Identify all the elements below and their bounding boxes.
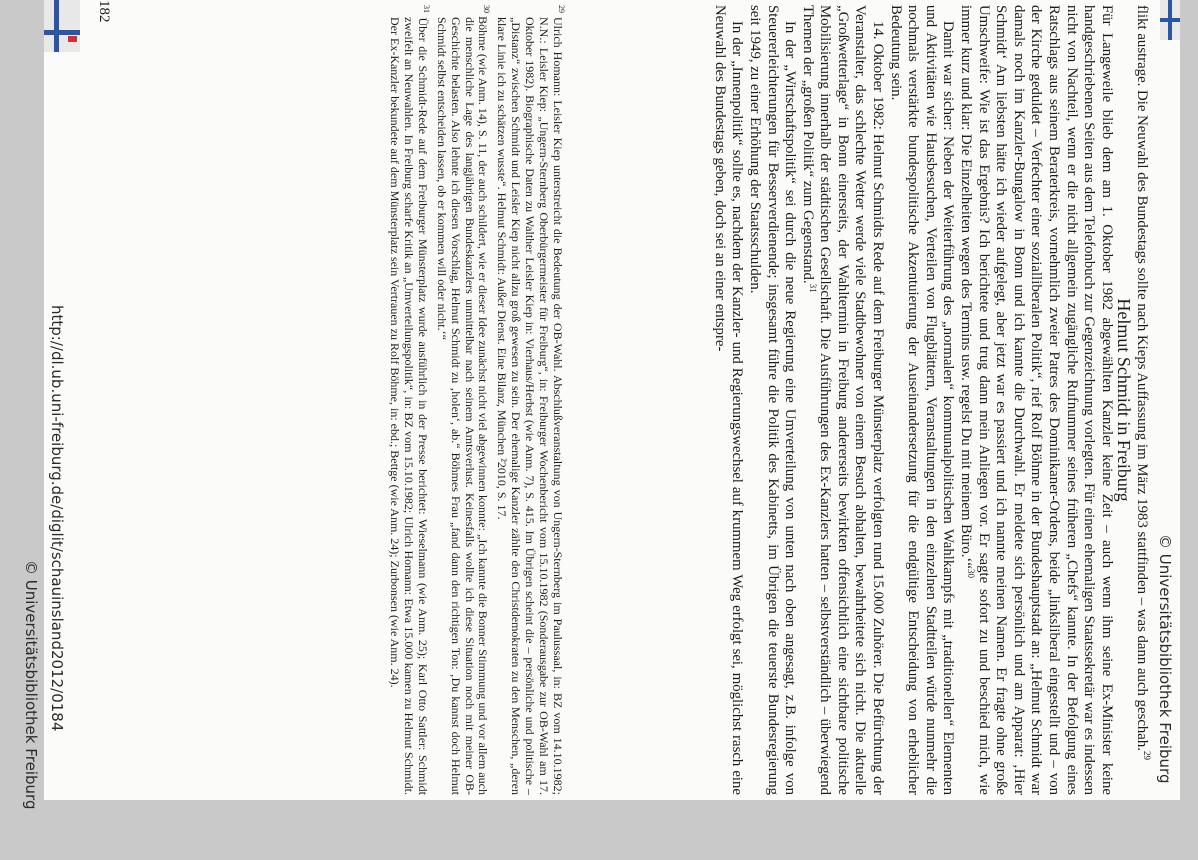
page-number: 182 (96, 0, 112, 23)
paragraph: Damit war sicher: Neben der Weiterführung des „normalen“ kommunalpolitischen Wahlkampfs mit „traditionellen“ Elementen und Aktivitäten wie Hausbesuchen, Verteilen von Flugblättern, Veranstaltungen in den einzelnen Stadtteilen würde nunmehr die nochmals verstärkte bundespolitische Akzentuierung der Auseinandersetzung für die endgültige Entscheidung von erheblicher Bedeutung sein. (887, 5, 957, 795)
paragraph: In der „Innenpolitik“ sollte es, nachdem der Kanzler- und Regierungswechsel auf krummem Weg erfolgt sei, möglichst rasch eine Neuwahl des Bundestags geben, doch sei an einer entspre- (711, 5, 746, 795)
url-watermark[interactable]: http://dl.ub.uni-freiburg.de/diglit/schauinsland2012/0184 (48, 305, 66, 732)
footnote: $^{29}$ Ulrich Homann: Leisler Kiep unterstreicht die Bedeutung der OB-Wahl. Abschlußveranstaltung von Ungern-Sternberg im Paulussaal, in: BZ vom 14.10.1982; N.N.: Leisler Kiep: „Ungern-Sternberg Oberbürgermeister für Freiburg“, in: Freiburger Wochenbericht vom 15.10.1982 (Sonderausgabe zur OB-Wahl am 17. Oktober 1982). Biographische Daten zu Walther Leisler Kiep in: Vierhaus/Herbst (wie Anm. 7), S. 415. Im Übrigen scheint die – persönliche und politische – „Distanz“ zwischen Schmidt und Leisler Kiep nicht allzu groß gewesen zu sein. Der ehemalige Kanzler zählte den Christdemokraten zu den Menschen, „deren klare Linie ich zu schätzen wusste“. Helmut Schmidt: Außer Dienst. Eine Bilanz, München ²2010, S. 17. (495, 5, 566, 795)
paragraph: Für Langeweile blieb dem am 1. Oktober 1982 abgewählten Kanzler keine Zeit – auch wenn ihm seine Ex-Minister keine handgeschriebenen Seiten aus dem Telefonbuch zur Gegenzeichnung vorlegten. Für einen ehemaligen Staatssekretär war es indessen nicht von Nachteil, wenn er die nicht allgemein zugängliche Rufnummer seines früheren „Chefs“ kannte. In der Befolgung eines Ratschlags aus seinem Beraterkreis, vornehmlich zweier Patres des Dominikaner-Ordens, beide „linksliberal eingestellt und – von der Kirche geduldet – Verfechter einer sozialliberalen Politik“, rief Rolf Böhme in der Bundeshauptstadt an: „Helmut Schmidt war damals noch im Kanzler-Bungalow in Bonn und ich kannte die Durchwahl. Er meldete sich persönlich und am Apparat: ‚Hier Schmidt‘ Am liebsten hätte ich wieder aufgelegt, aber jetzt war es passiert und ich nannte meinen Namen. Er fragte ohne große Umschweife: Wie ist das Ergebnis? Ich berichtete und trug dann mein Anliegen vor. Er sagte sofort zu und beschied mich, wie immer kurz und klar: Die Einzelheiten wegen des Termins usw. regelst Du mit meinem Büro.‘“$^{30}$ (958, 5, 1115, 795)
copyright-watermark-top: © Universitätsbibliothek Freiburg (1156, 534, 1174, 784)
scanned-page (22, 0, 1180, 810)
section-heading: Helmut Schmidt in Freiburg (1114, 298, 1135, 502)
copyright-watermark: © Universitätsbibliothek Freiburg (22, 560, 40, 810)
body-text (710, 5, 1150, 795)
rotated-page-content (22, 0, 1180, 810)
footnote-ref[interactable]: 30 (965, 568, 976, 578)
paragraph: 14. Oktober 1982: Helmut Schmidts Rede auf dem Freiburger Münsterplatz verfolgten rund 15.000 Zuhörer. Die Befürchtung der Veranstalter, das schlechte Wetter werde viele Stadtbewohner von einem Besuch abhalten, bewahrheitete sich nicht. Die aktuelle „Großwetterlage“ in Bonn einerseits, der Wahltermin in Freiburg andererseits bewirkten offensichtlich eine sichtbare politische Mobilisierung innerhalb der städtischen Gesellschaft. Die Ausführungen des Ex-Kanzlers hatten – selbstverständlich – überwiegend Themen der „großen Politik“ zum Gegenstand.$^{31}$ (799, 5, 887, 795)
footnote-ref[interactable]: 31 (807, 283, 818, 293)
footnotes (386, 5, 568, 795)
footnote: $^{30}$ Böhme (wie Anm. 14), S. 11, der auch schildert, wie er dieser Idee zunächst nicht viel abgewinnen konnte: „Ich kannte die Bonner Stimmung und vor allem auch die menschliche Lage des langjährigen Bundeskanzlers unmittelbar nach seinem Amtsverlust. Keinesfalls wollte ich diese Situation noch mit meiner OB-Geschichte belasten. Also lehnte ich diesen Vorschlag, Helmut Schmidt zu ‚holen‘, ab.“ Böhmes Frau „fand dann den richtigen Ton: ‚Du kannst doch Helmut Schmidt selbst entscheiden lassen, ob er kommen will oder nicht.‘“ (434, 5, 492, 795)
footnote: $^{31}$ Über die Schmidt-Rede auf dem Freiburger Münsterplatz wurde ausführlich in der Presse berichtet: Wieselmann (wie Anm. 25); Karl Otto Sattler: Schmidt zweifelt an Neuwahlen. In Freiburg scharfe Kritik an „Umverteilungspolitik“, in: BZ vom 15.10.1982; Ulrich Homann: Etwa 15.000 kamen zu Helmut Schmidt. Der Ex-Kanzler bekundete auf dem Münsterplatz sein Vertrauen zu Rolf Böhme, in: ebd.; Bettge (wie Anm. 24); Zurbonsen (wie Anm. 24). (388, 5, 431, 796)
paragraph: In der „Wirtschaftspolitik“ sei durch die neue Regierung eine Umverteilung von unten nach oben angesagt, z.B. infolge von Steuererleichterungen für Besserverdienende; insgesamt führe die Politik des Kabinetts, im Übrigen die teuerste Bundesregierung seit 1949, zu einer Erhöhung der Staatsschulden. (746, 5, 799, 795)
footnote-ref[interactable]: 29 (1141, 750, 1152, 760)
paragraph: flikt austrage. Die Neuwahl des Bundestags sollte nach Kieps Auffassung im März 1983 stattfinden – was dann auch geschah.$^{29}$ (1134, 5, 1152, 760)
